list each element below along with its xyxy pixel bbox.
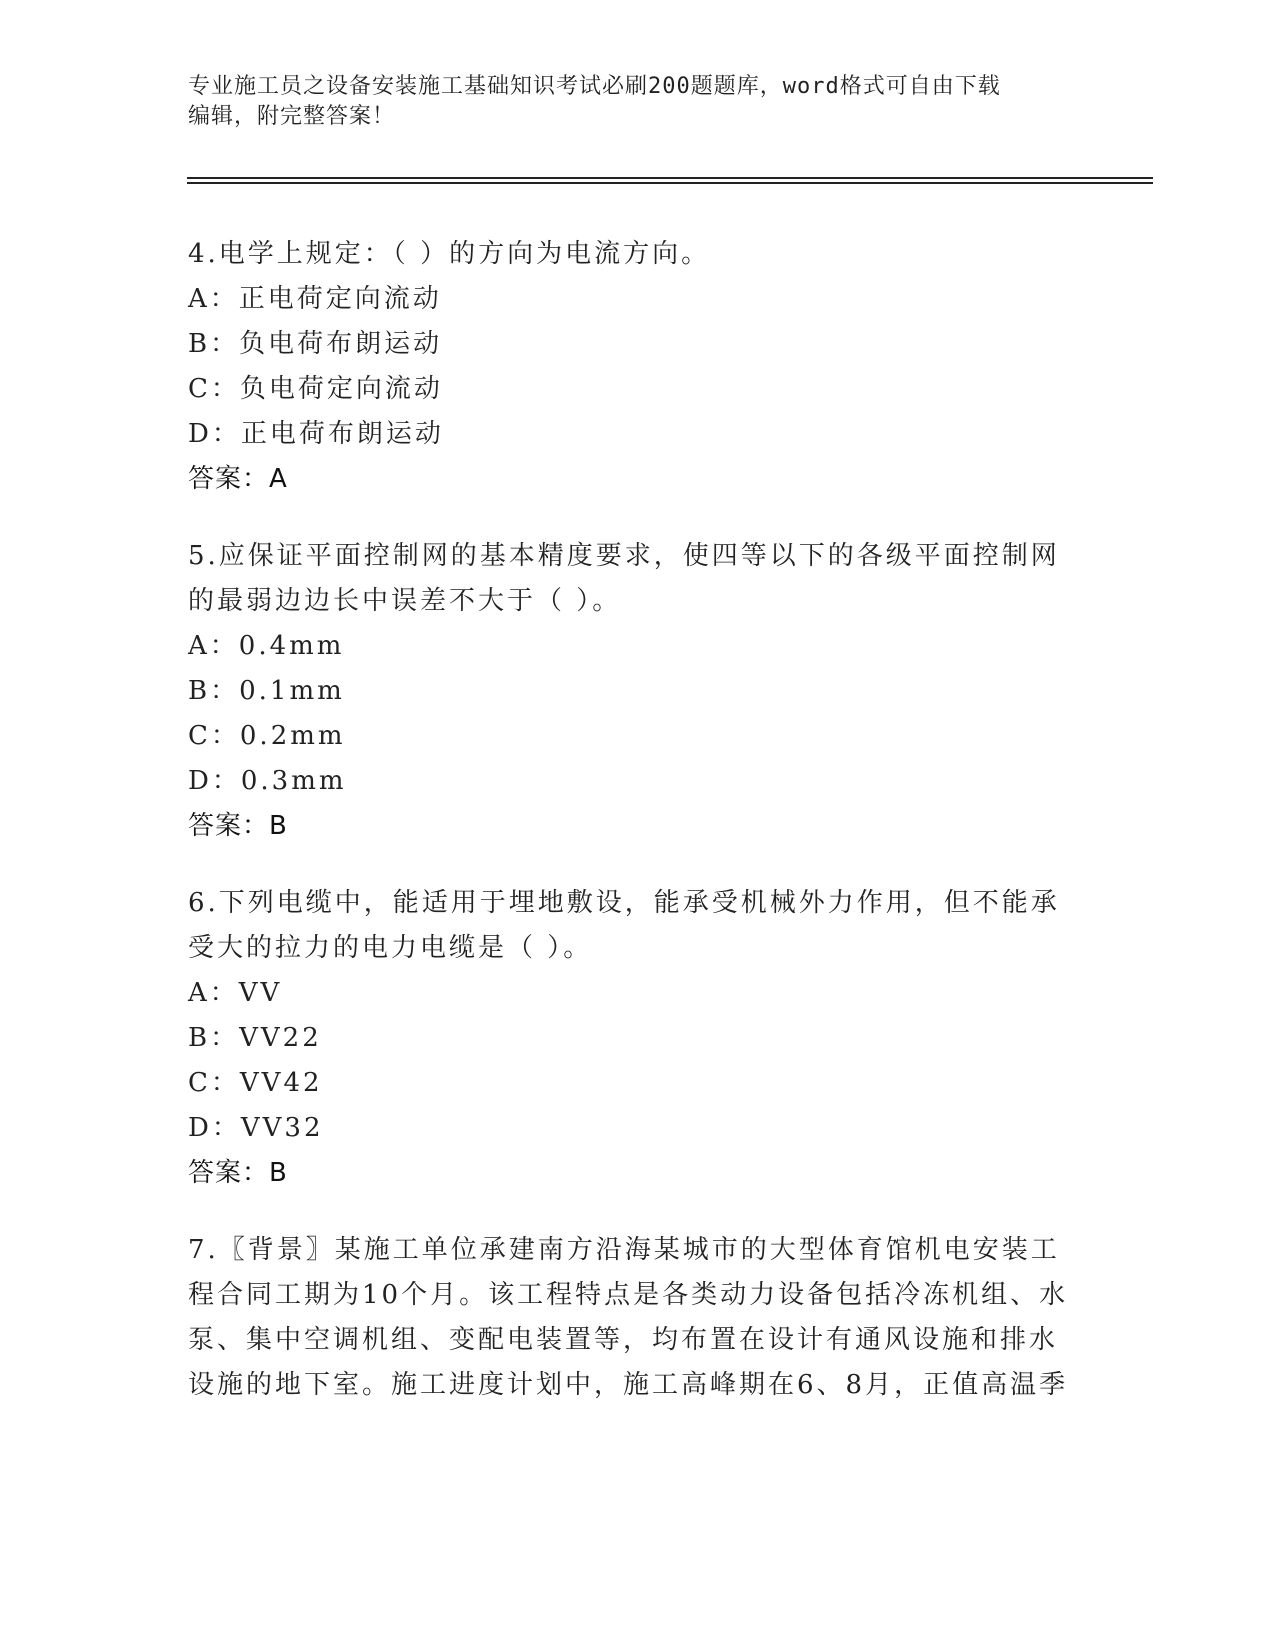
question-list [188, 232, 1088, 1441]
option-c: C：VV42 [188, 1068, 323, 1098]
option-b: B：负电荷布朗运动 [188, 329, 443, 359]
header-title-line-2: 编辑，附完整答案！ [188, 104, 396, 129]
header-divider-top [187, 177, 1153, 179]
question-text-line-4: 设施的地下室。施工进度计划中，施工高峰期在6、8月，正值高温季 [188, 1370, 1069, 1400]
question-7 [188, 1228, 1088, 1408]
question-text-line-1: 5.应保证平面控制网的基本精度要求，使四等以下的各级平面控制网 [188, 541, 1060, 571]
question-text: 4.电学上规定：（ ）的方向为电流方向。 [188, 239, 711, 269]
option-c: C：0.2mm [188, 721, 346, 751]
question-text-line-1: 7.〖背景〗某施工单位承建南方沿海某城市的大型体育馆机电安装工 [188, 1235, 1060, 1265]
document-header [188, 72, 1078, 132]
answer-line: 答案：B [188, 811, 288, 841]
option-d: D：正电荷布朗运动 [188, 419, 444, 449]
option-a: A：正电荷定向流动 [188, 284, 442, 314]
answer-line: 答案：A [188, 464, 288, 494]
option-b: B：VV22 [188, 1023, 322, 1053]
question-text-line-1: 6.下列电缆中，能适用于埋地敷设，能承受机械外力作用，但不能承 [188, 888, 1060, 918]
option-d: D：0.3mm [188, 766, 347, 796]
header-title-line-1: 专业施工员之设备安装施工基础知识考试必刷200题题库，word格式可自由下载 [188, 74, 1001, 99]
option-a: A：VV [188, 978, 283, 1008]
header-divider-bottom [187, 182, 1153, 184]
question-5 [188, 534, 1088, 848]
question-6 [188, 881, 1088, 1195]
option-b: B：0.1mm [188, 676, 345, 706]
option-a: A：0.4mm [188, 631, 345, 661]
question-text-line-3: 泵、集中空调机组、变配电装置等，均布置在设计有通风设施和排水 [188, 1325, 1059, 1355]
question-text-line-2: 程合同工期为10个月。该工程特点是各类动力设备包括冷冻机组、水 [188, 1280, 1069, 1310]
question-text-line-2: 受大的拉力的电力电缆是（ ）。 [188, 933, 593, 963]
option-c: C：负电荷定向流动 [188, 374, 443, 404]
answer-line: 答案：B [188, 1158, 288, 1188]
question-4 [188, 232, 1088, 501]
option-d: D：VV32 [188, 1113, 324, 1143]
question-text-line-2: 的最弱边边长中误差不大于（ ）。 [188, 586, 622, 616]
